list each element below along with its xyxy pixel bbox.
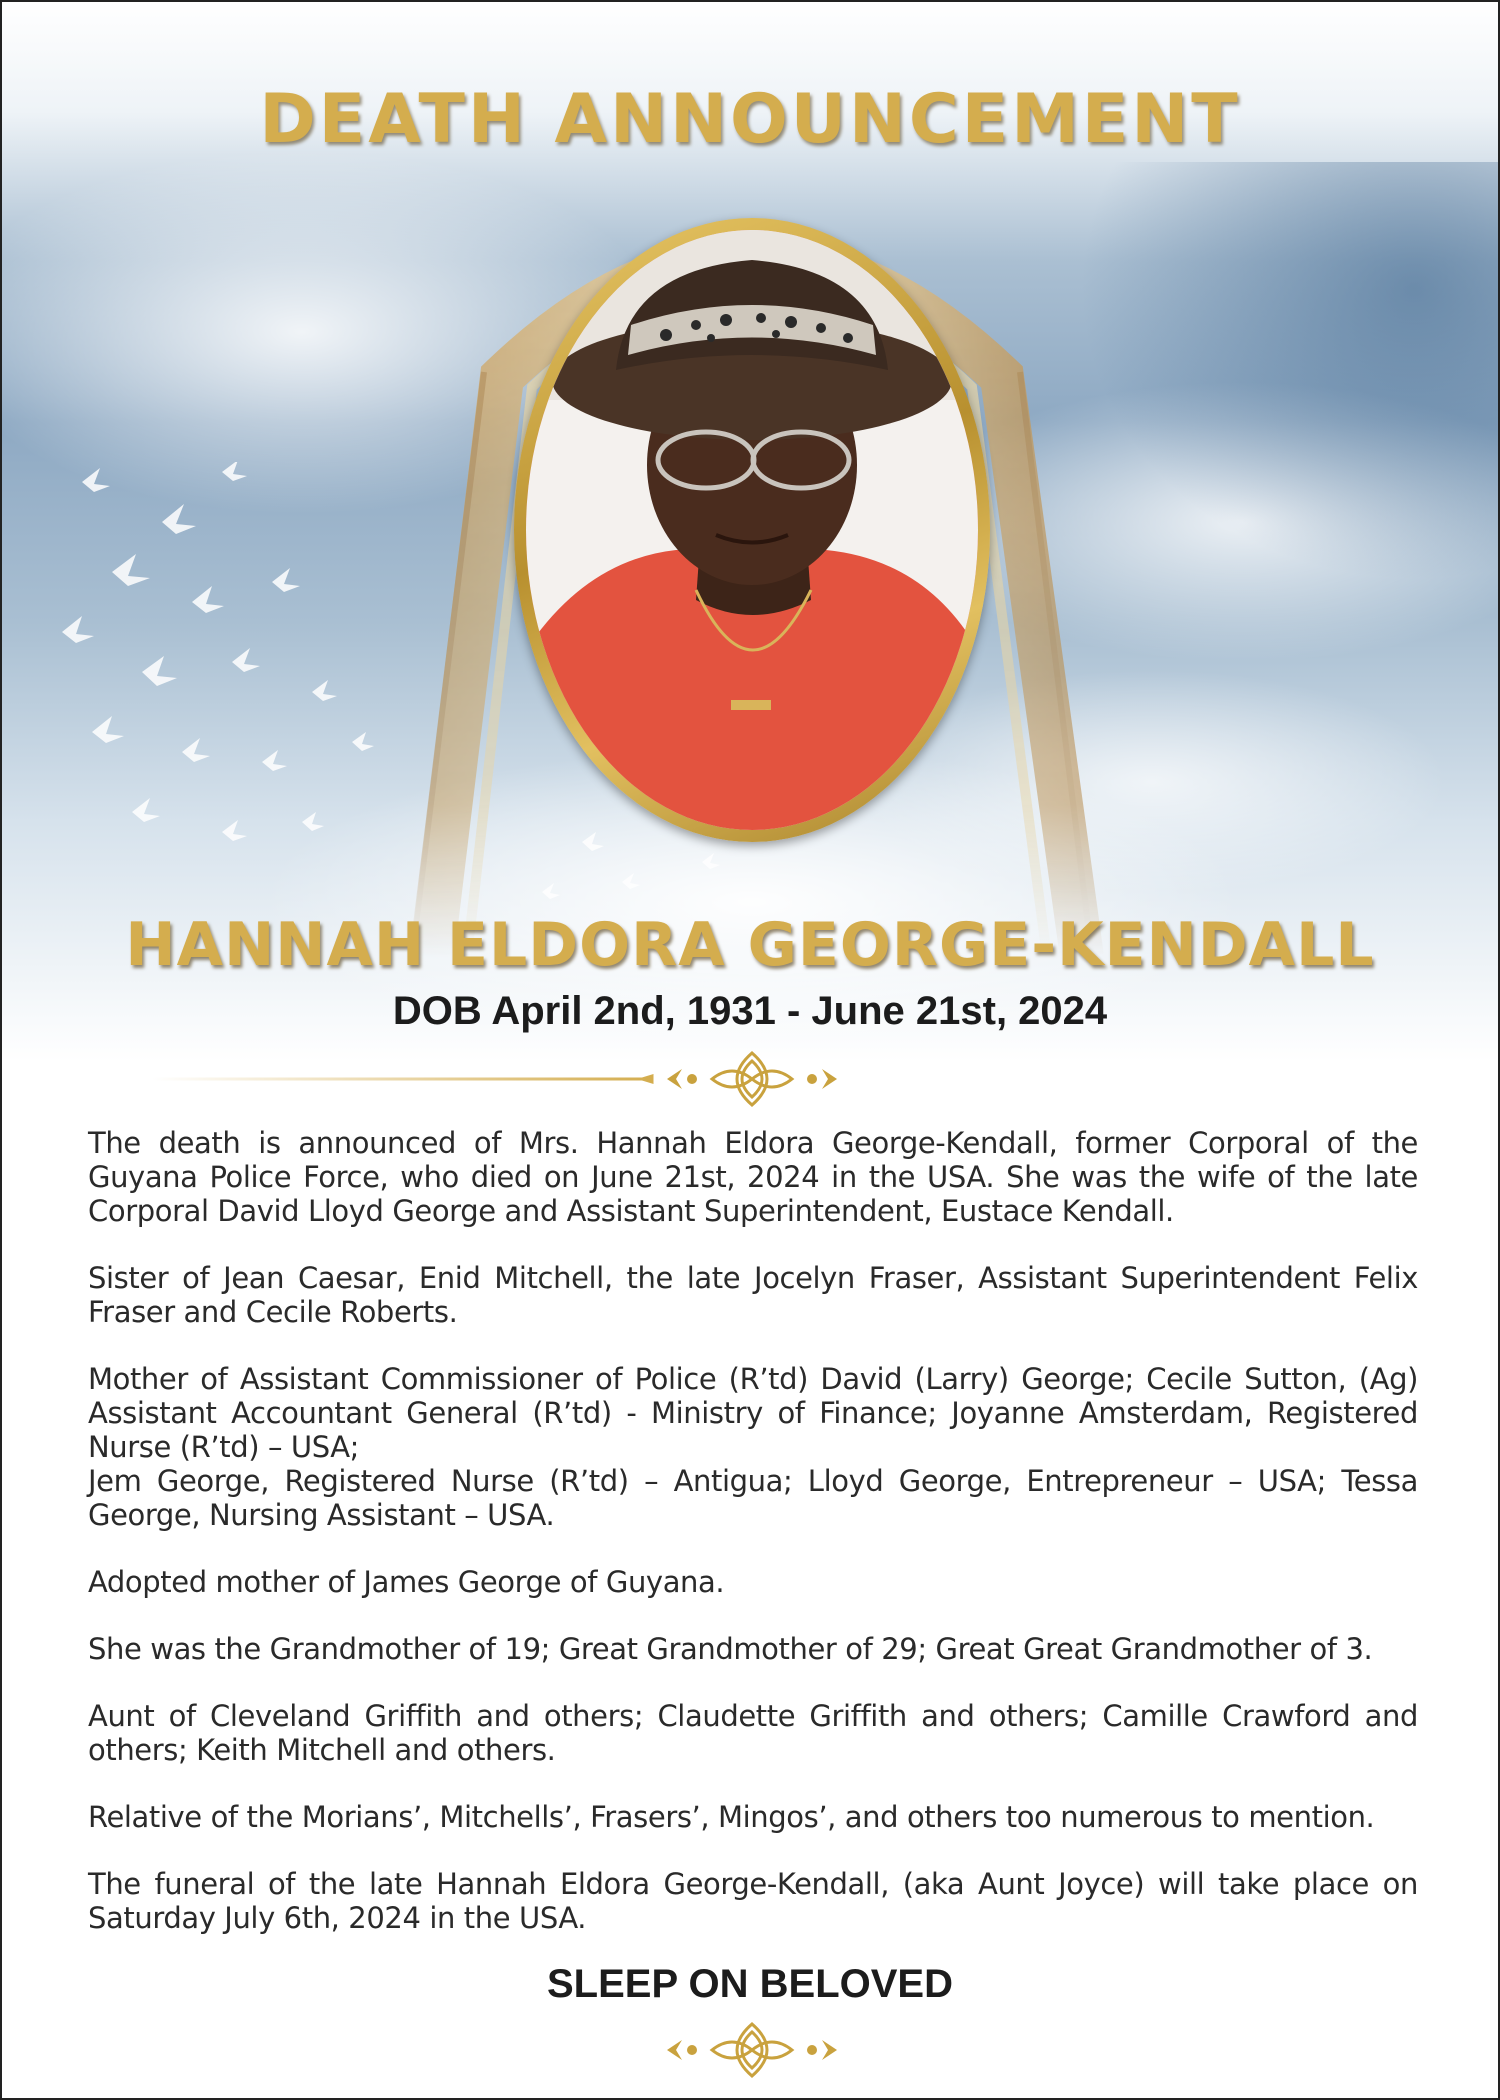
ornamental-divider-icon [152,2020,1352,2080]
paragraph-adopted: Adopted mother of James George of Guyana. [88,1565,725,1599]
portrait-photo [526,230,978,830]
paragraph-nephews-nieces: Aunt of Cleveland Griffith and others; Claudette Griffith and others; Camille Crawford and others; Keith Mitchell and others. [88,1699,1418,1767]
portrait-frame [514,218,990,842]
paragraph-death: The death is announced of Mrs. Hannah Eldora George-Kendall, former Corporal of the Guyana Police Force, who died on June 21st, 2024 in the USA. She was the wife of the late Corporal David Lloyd George and Assistant Superintendent, Eustace Kendall. [88,1126,1418,1228]
paragraph-children-2: Jem George, Registered Nurse (R’td) – Antigua; Lloyd George, Entrepreneur – USA; Tessa George, Nursing Assistant – USA. [88,1464,1418,1532]
page-title: DEATH ANNOUNCEMENT [259,80,1241,159]
paragraph-funeral: The funeral of the late Hannah Eldora George-Kendall, (aka Aunt Joyce) will take place on Saturday July 6th, 2024 in the USA. [88,1867,1418,1935]
sky-shading [1078,162,1498,582]
paragraph-siblings: Sister of Jean Caesar, Enid Mitchell, the late Jocelyn Fraser, Assistant Superintendent Felix Fraser and Cecile Roberts. [88,1261,1418,1329]
paragraph-children-1: Mother of Assistant Commissioner of Police (R’td) David (Larry) George; Cecile Sutton, (Ag) Assistant Accountant General (R’td) - Ministry of Finance; Joyanne Amsterdam, Registered Nurse (R’td) – USA; [88,1362,1418,1464]
paragraph-relatives: Relative of the Morians’, Mitchells’, Frasers’, Mingos’, and others too numerous to mention. [88,1800,1375,1834]
closing-line: SLEEP ON BELOVED [546,1962,953,2006]
paragraph-grandchildren: She was the Grandmother of 19; Great Grandmother of 29; Great Great Grandmother of 3. [88,1632,1373,1666]
deceased-name: HANNAH ELDORA GEORGE-KENDALL [125,910,1375,980]
announcement-body [88,1126,1418,1968]
ornamental-divider-icon [152,1049,1352,1109]
life-dates: DOB April 2nd, 1931 - June 21st, 2024 [392,989,1108,1033]
